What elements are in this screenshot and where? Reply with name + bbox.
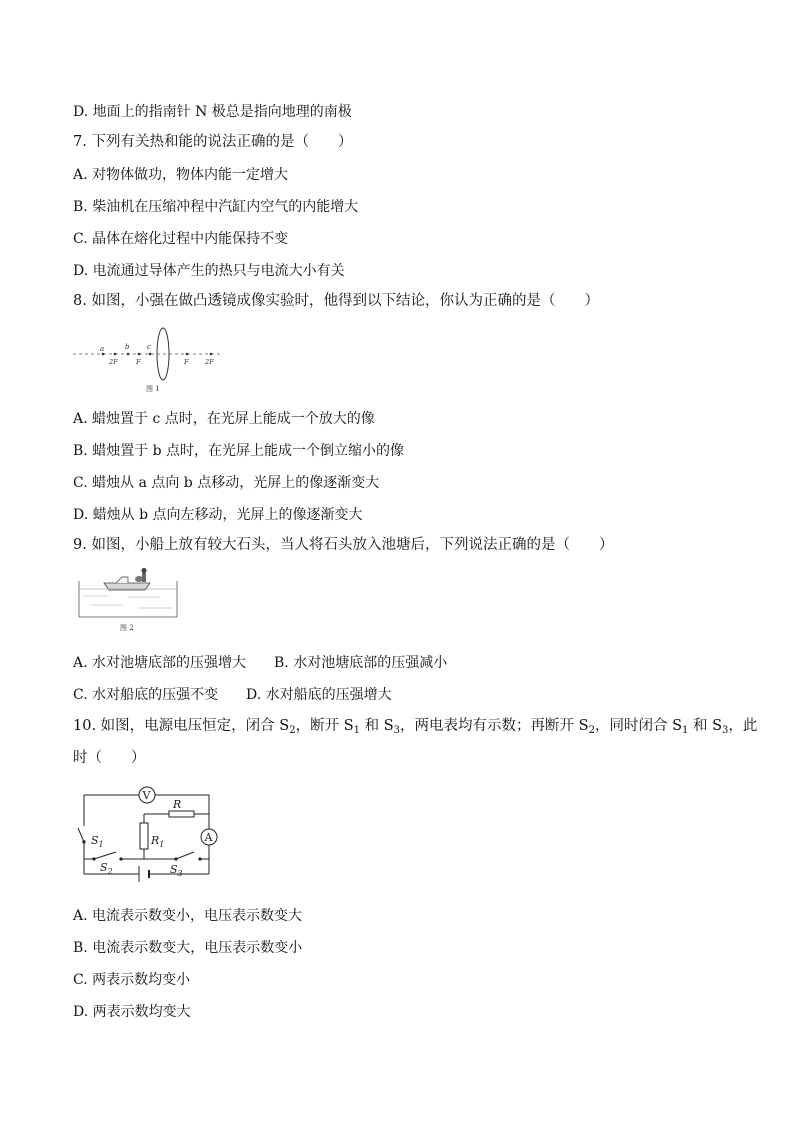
- point-b: [127, 353, 130, 356]
- q7-option-c: C. 晶体在熔化过程中内能保持不变: [73, 231, 289, 247]
- label-f-left: F: [136, 358, 141, 366]
- switch-s1-icon: [78, 828, 104, 849]
- label-2f-right: 2F: [205, 358, 214, 366]
- battery-icon: [139, 866, 149, 882]
- q10-stem-line2: 时（ ）: [73, 750, 146, 766]
- label-b: b: [125, 343, 130, 351]
- resistor-r1-icon: [140, 823, 164, 849]
- q8-option-b: B. 蜡烛置于 b 点时，在光屏上能成一个倒立缩小的像: [73, 443, 405, 459]
- figure-1-caption: 图 1: [146, 385, 160, 393]
- svg-text:A: A: [204, 831, 213, 844]
- q10-option-d: D. 两表示数均变大: [73, 1004, 191, 1020]
- resistor-r-icon: [169, 798, 194, 817]
- q8-option-c: C. 蜡烛从 a 点向 b 点移动，光屏上的像逐渐变大: [73, 475, 380, 491]
- figure-2-caption: 图 2: [120, 624, 134, 632]
- point-a: [102, 353, 105, 356]
- q7-option-a: A. 对物体做功，物体内能一定增大: [73, 167, 289, 183]
- label-2f-left: 2F: [109, 358, 118, 366]
- q9-option-b: B. 水对池塘底部的压强减小: [274, 655, 448, 671]
- svg-text:R1: $R_1$: [151, 834, 165, 849]
- q7-option-d: D. 电流通过导体产生的热只与电流大小有关: [73, 263, 345, 279]
- q10-stem: 10. 如图，电源电压恒定，闭合 $S_2$，断开 $S_1$ 和 $S_3$，两电表均有示数；再断开 $S_2$，同时闭合 $S_1$ 和 $S_3$，此: [73, 718, 758, 736]
- q7-option-b: B. 柴油机在压缩冲程中汽缸内空气的内能增大: [73, 199, 359, 215]
- q6-option-d: D. 地面上的指南针 N 极总是指向地理的南极: [73, 104, 352, 120]
- label-c: c: [147, 343, 151, 351]
- point-f-right: [186, 353, 189, 356]
- point-2f-left: [114, 353, 117, 356]
- svg-text:S2: $S_2$: [100, 861, 113, 876]
- point-f-left: [138, 353, 141, 356]
- label-a: a: [100, 345, 105, 353]
- q8-option-d: D. 蜡烛从 b 点向左移动，光屏上的像逐渐变大: [73, 507, 363, 523]
- label-f-right: F: [184, 358, 189, 366]
- q10-option-a: A. 电流表示数变小，电压表示数变大: [73, 908, 303, 924]
- point-c: [149, 353, 152, 356]
- point-2f-right: [210, 353, 213, 356]
- ammeter-icon: [201, 829, 217, 845]
- voltmeter-icon: [139, 787, 155, 803]
- q8-stem: 8. 如图，小强在做凸透镜成像实验时，他得到以下结论，你认为正确的是（ ）: [73, 293, 599, 309]
- pond-figure: [78, 567, 178, 635]
- switch-s2-icon: [92, 852, 122, 876]
- svg-text:R: R: [173, 798, 182, 811]
- q10-option-b: B. 电流表示数变大，电压表示数变小: [73, 940, 303, 956]
- svg-text:S3: $S_3$: [170, 863, 183, 878]
- q10-option-c: C. 两表示数均变小: [73, 972, 191, 988]
- q9-option-d: D. 水对船底的压强增大: [246, 687, 392, 703]
- q9-stem: 9. 如图，小船上放有较大石头，当人将石头放入池塘后，下列说法正确的是（ ）: [73, 537, 614, 553]
- svg-text:S1: $S_1$: [91, 834, 104, 849]
- q7-stem: 7. 下列有关热和能的说法正确的是（ ）: [73, 134, 353, 150]
- lens-figure: [73, 325, 233, 397]
- q9-option-c: C. 水对船底的压强不变: [73, 687, 219, 703]
- q9-option-a: A. 水对池塘底部的压强增大: [73, 655, 247, 671]
- circuit-figure: [76, 784, 226, 884]
- person-icon: [141, 568, 146, 582]
- svg-text:V: V: [142, 789, 151, 802]
- q8-option-a: A. 蜡烛置于 c 点时，在光屏上能成一个放大的像: [73, 411, 375, 427]
